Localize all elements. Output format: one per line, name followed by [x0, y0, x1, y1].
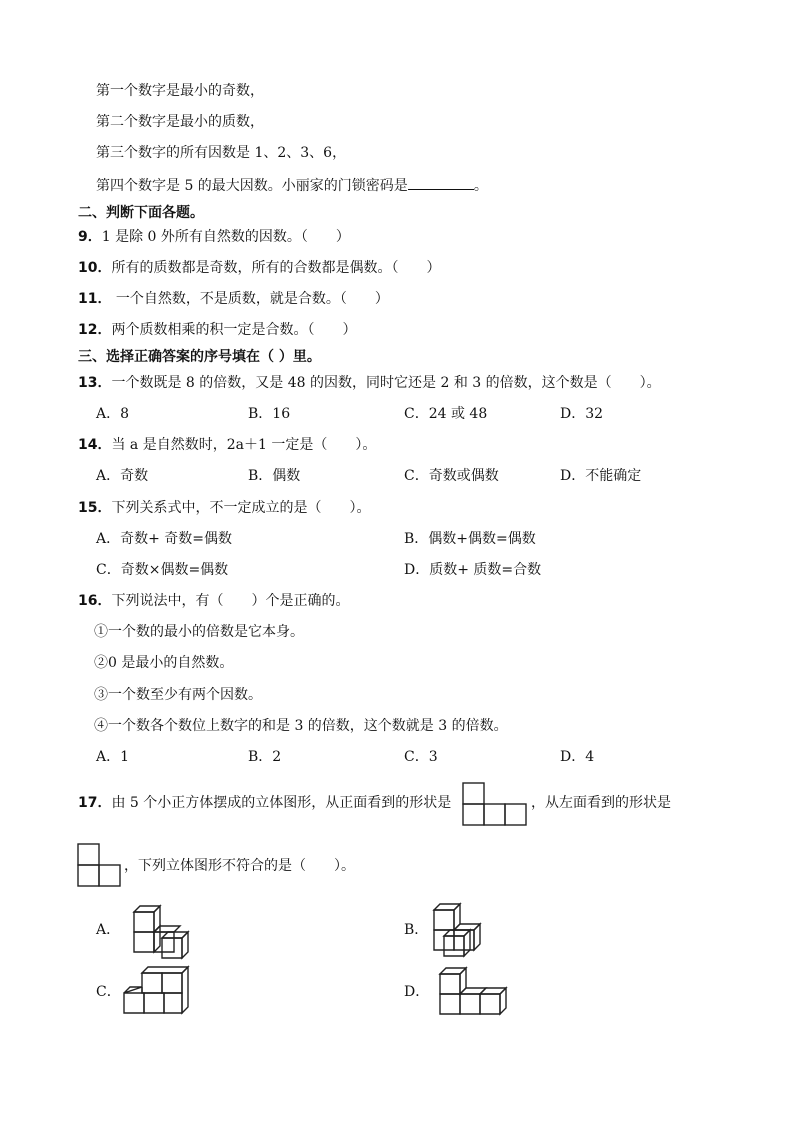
question-9	[78, 228, 350, 246]
q13-option-d[interactable]: D．32	[560, 406, 604, 422]
section-3-title: 三、选择正确答案的序号填在（ ）里。	[78, 349, 321, 365]
q16-option-a[interactable]: A．1	[96, 749, 130, 765]
q14-option-a[interactable]: A．奇数	[96, 468, 149, 484]
q16-option-c[interactable]: C．3	[404, 749, 438, 765]
section-2-title: 二、判断下面各题。	[78, 205, 204, 221]
answer-blank[interactable]	[408, 175, 474, 190]
question-10-text: 所有的质数都是奇数，所有的合数都是偶数。（ ）	[111, 260, 441, 276]
question-15-text: 下列关系式中，不一定成立的是（ ）。	[111, 500, 371, 516]
puzzle-line-4	[96, 175, 488, 195]
puzzle-line-2: 第二个数字是最小的质数，	[96, 114, 264, 130]
q13-option-a[interactable]: A．8	[96, 406, 130, 422]
question-15	[78, 499, 370, 517]
q17-option-c-label[interactable]: C．	[96, 984, 121, 1000]
q17-option-a-label[interactable]: A．	[96, 922, 121, 938]
q17-option-b-figure[interactable]	[430, 902, 496, 956]
q16-option-b[interactable]: B．2	[248, 749, 282, 765]
front-view-figure	[462, 782, 528, 828]
question-12	[78, 321, 356, 339]
question-12-number: 12．	[78, 322, 112, 338]
question-14	[78, 436, 376, 454]
question-9-text: 1 是除 0 外所有自然数的因数。（ ）	[101, 229, 350, 245]
question-11-number: 11．	[78, 291, 112, 307]
question-17-text-mid: ，从左面看到的形状是	[531, 795, 671, 811]
q15-option-c[interactable]: C．奇数×偶数=偶数	[96, 562, 229, 578]
q13-option-b[interactable]: B．16	[248, 406, 291, 422]
q15-option-d[interactable]: D．质数+ 质数=合数	[404, 562, 542, 578]
question-16-text: 下列说法中，有（ ）个是正确的。	[111, 593, 350, 609]
question-17-number: 17．	[78, 795, 112, 811]
q17-option-a-figure[interactable]	[126, 904, 196, 958]
puzzle-line-1: 第一个数字是最小的奇数，	[96, 83, 264, 99]
question-13-number: 13．	[78, 375, 112, 391]
q16-statement-4: ④一个数各个数位上数字的和是 3 的倍数，这个数就是 3 的倍数。	[94, 718, 508, 734]
left-view-figure	[77, 843, 125, 889]
question-15-number: 15．	[78, 500, 112, 516]
q16-statement-3: ③一个数至少有两个因数。	[94, 687, 262, 703]
question-14-text: 当 a 是自然数时，2a＋1 一定是（ ）。	[111, 437, 377, 453]
q17-option-d-figure[interactable]	[436, 966, 512, 1020]
q14-option-d[interactable]: D．不能确定	[560, 468, 642, 484]
puzzle-line-3: 第三个数字的所有因数是 1、2、3、6，	[96, 145, 347, 161]
q17-option-d-label[interactable]: D．	[404, 984, 430, 1000]
question-17-text-pre: 由 5 个小正方体摆成的立体图形，从正面看到的形状是	[111, 795, 452, 811]
q16-statement-1: ①一个数的最小的倍数是它本身。	[94, 624, 304, 640]
question-10	[78, 259, 440, 277]
q17-option-c-figure[interactable]	[122, 965, 192, 1017]
question-13	[78, 374, 661, 392]
q14-option-b[interactable]: B．偶数	[248, 468, 301, 484]
q16-statement-2: ②0 是最小的自然数。	[94, 655, 234, 671]
question-16	[78, 592, 349, 610]
question-14-number: 14．	[78, 437, 112, 453]
question-11	[78, 290, 389, 308]
question-13-text: 一个数既是 8 的倍数，又是 48 的因数，同时它还是 2 和 3 的倍数，这个数是（ ）。	[111, 375, 661, 391]
q17-option-b-label[interactable]: B．	[404, 922, 429, 938]
question-11-text: 一个自然数，不是质数，就是合数。（ ）	[111, 291, 389, 307]
q14-option-c[interactable]: C．奇数或偶数	[404, 468, 499, 484]
question-10-number: 10．	[78, 260, 112, 276]
question-16-number: 16．	[78, 593, 112, 609]
question-17-text-post: ，下列立体图形不符合的是（ ）。	[124, 858, 355, 874]
question-17-line-1	[78, 794, 451, 812]
puzzle-line-4-end: 。	[473, 178, 488, 194]
q15-option-b[interactable]: B．偶数+偶数=偶数	[404, 531, 536, 547]
question-9-number: 9．	[78, 229, 102, 245]
puzzle-line-4-text: 第四个数字是 5 的最大因数。小丽家的门锁密码是	[96, 178, 408, 194]
q13-option-c[interactable]: C．24 或 48	[404, 406, 488, 422]
question-12-text: 两个质数相乘的积一定是合数。（ ）	[111, 322, 357, 338]
q16-option-d[interactable]: D．4	[560, 749, 595, 765]
q15-option-a[interactable]: A．奇数+ 奇数=偶数	[96, 531, 233, 547]
